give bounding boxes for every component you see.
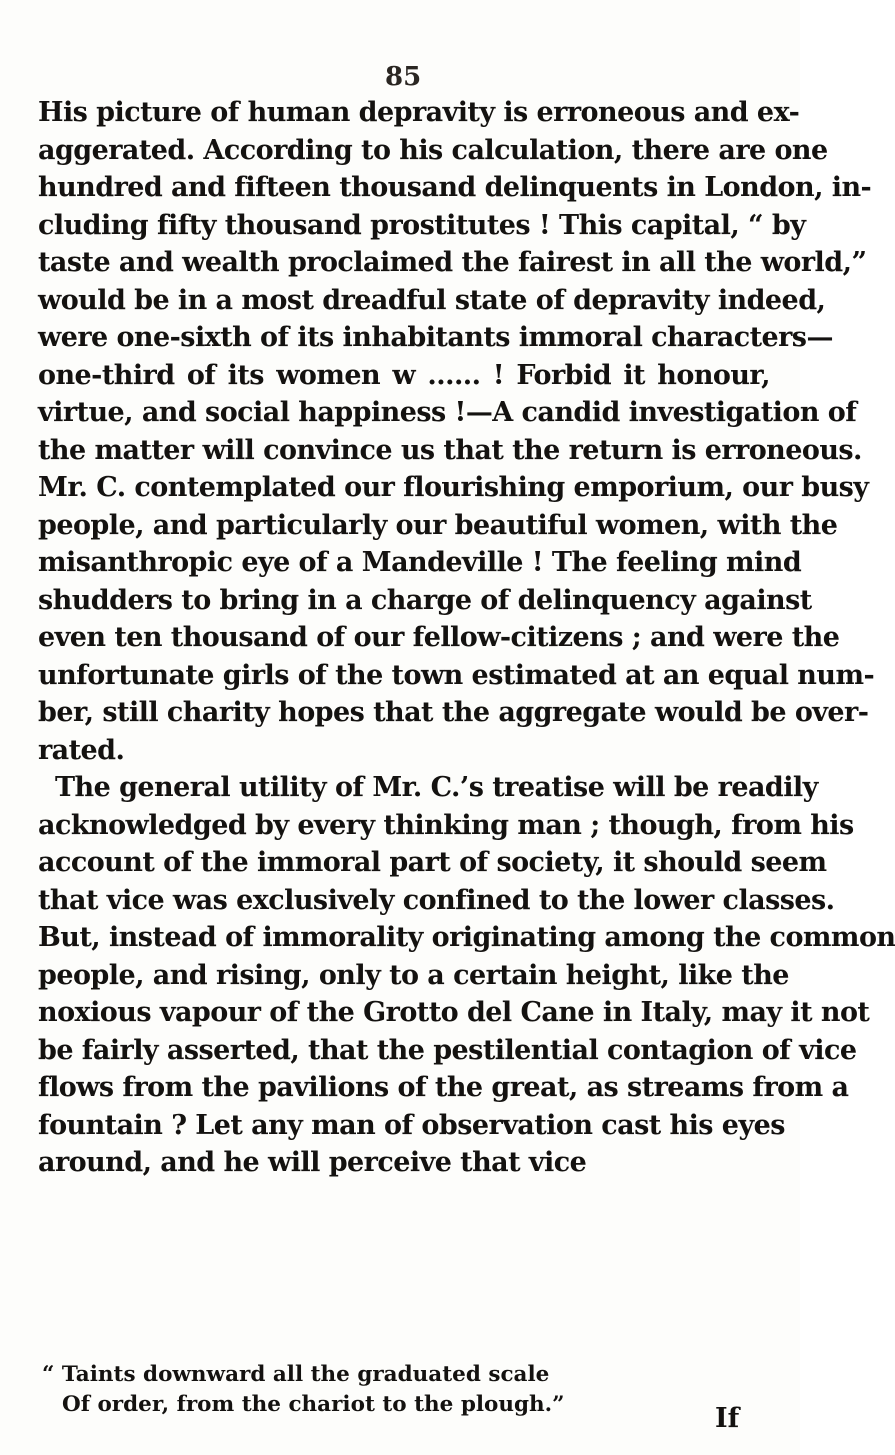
text-line: virtue, and social happiness !—A candid investigation of <box>38 397 857 428</box>
text-line: people, and rising, only to a certain height, like the <box>38 959 789 991</box>
text-line: Mr. C. contemplated our flourishing emporium, our busy <box>38 472 869 503</box>
text-line: even ten thousand of our fellow-citizens ; and were the <box>38 622 840 653</box>
catchword: If <box>715 1403 740 1434</box>
text-line: His picture of human depravity is erroneous and ex- <box>38 97 800 128</box>
text-line: unfortunate girls of the town estimated at an equal num- <box>38 659 875 691</box>
text-line: noxious vapour of the Grotto del Cane in Italy, may it not <box>38 997 870 1028</box>
text-line: cluding fifty thousand prostitutes ! This capital, “ by <box>38 209 806 241</box>
text-line: But, instead of immorality originating among the common <box>38 922 895 953</box>
text-line: people, and particularly our beautiful women, with the <box>38 509 838 541</box>
text-line: flows from the pavilions of the great, as streams from a <box>38 1072 849 1103</box>
text-line: the matter will convince us that the return is erroneous. <box>38 434 862 466</box>
page-number: 85 <box>385 62 422 92</box>
text-line: would be in a most dreadful state of depravity indeed, <box>38 284 826 316</box>
text-line: acknowledged by every thinking man ; though, from his <box>38 809 854 841</box>
text-line: aggerated. According to his calculation, there are one <box>38 134 828 166</box>
text-line: one-third of its women w ...... ! Forbid it honour, <box>38 359 770 391</box>
text-line: taste and wealth proclaimed the fairest in all the world,” <box>38 247 867 278</box>
text-line: hundred and fifteen thousand delinquents in London, in- <box>38 172 872 203</box>
text-line: The general utility of Mr. C.’s treatise will be readily <box>55 772 818 803</box>
text-line: rated. <box>38 734 125 766</box>
text-line: shudders to bring in a charge of delinquency against <box>38 584 812 616</box>
verse-line: Of order, from the chariot to the plough.” <box>62 1392 565 1417</box>
text-line: misanthropic eye of a Mandeville ! The feeling mind <box>38 547 802 578</box>
text-line: that vice was exclusively confined to the lower classes. <box>38 884 835 916</box>
text-line: be fairly asserted, that the pestilential contagion of vice <box>38 1034 857 1066</box>
text-line: around, and he will perceive that vice <box>38 1147 587 1178</box>
text-line: ber, still charity hopes that the aggregate would be over- <box>38 697 869 728</box>
verse-line: “ Taints downward all the graduated scale <box>42 1362 550 1387</box>
body-text <box>38 94 895 1182</box>
text-line: account of the immoral part of society, it should seem <box>38 847 827 878</box>
verse-quotation <box>0 1360 740 1420</box>
text-line: fountain ? Let any man of observation cast his eyes <box>38 1109 785 1141</box>
text-line: were one-sixth of its inhabitants immoral characters— <box>38 322 833 353</box>
